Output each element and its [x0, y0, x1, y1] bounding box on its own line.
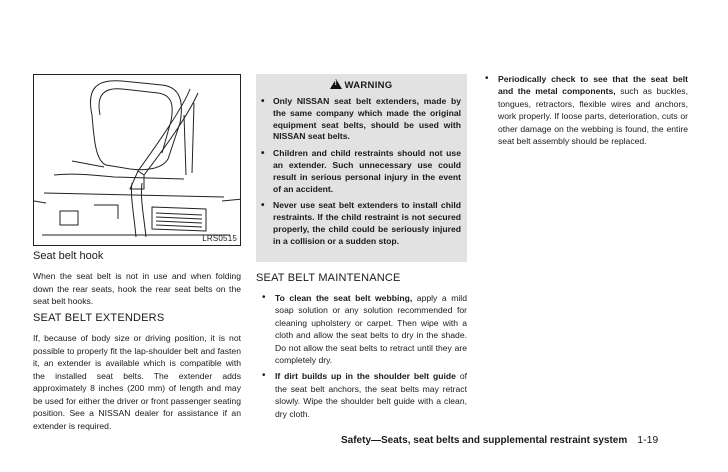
seat-belt-hook-illustration	[33, 74, 241, 246]
warning-icon	[330, 79, 342, 89]
extenders-heading: SEAT BELT EXTENDERS	[33, 312, 165, 324]
item-text: of the seat belt anchors, the seat belts may retract slowly. Wipe the shoulder belt guide with a clean, dry cloth.	[275, 371, 467, 419]
item-lead: To clean the seat belt webbing,	[275, 293, 413, 303]
footer-section-title: Safety—Seats, seat belts and supplemental restraint system	[341, 435, 628, 446]
page-number: 1-19	[637, 434, 659, 446]
warning-header	[256, 78, 467, 91]
figure-code: LRS0515	[202, 234, 237, 243]
maintenance-heading: SEAT BELT MAINTENANCE	[256, 272, 401, 284]
maintenance-list	[256, 292, 467, 424]
item-text: such as buckles, tongues, retractors, flexible wires and anchors, work properly. If loose parts, deterioration, cuts or other damage on the webbing is found, the entire seat belt assembly should be replaced.	[498, 86, 688, 147]
warning-title: WARNING	[344, 80, 393, 91]
hook-paragraph: When the seat belt is not in use and when folding down the rear seats, hook the rear seat belts on the seat belt hooks.	[33, 271, 241, 306]
item-lead: If dirt builds up in the shoulder belt guide	[275, 371, 456, 382]
list-item	[481, 73, 688, 147]
item-text: apply a mild soap solution or any solution recommended for cleaning upholstery or carpet. Then wipe with a cloth and allow the seat belts to dry in the shade. Do not allow the seat belts to retract until they are completely dry.	[275, 293, 467, 366]
list-item: • Never use seat belt extenders to install child restraints. If the child restraint is not secured properly, the child could be seriously injured in a collision or a sudden stop.	[256, 200, 467, 247]
warning-list	[256, 96, 467, 253]
list-item: • Only NISSAN seat belt extenders, made by the same company which made the original equipment seat belts, should be used with NISSAN seat belts.	[256, 96, 467, 143]
list-item	[256, 292, 467, 366]
seat-belt-hook-drawing	[34, 75, 241, 246]
extenders-paragraph: If, because of body size or driving position, it is not possible to properly fit the lap-shoulder belt and fasten it, an extender is available which is compatible with the installed seat belts. The extender adds approximately 8 inches (200 mm) of length and may be used for either the driver or front passenger seating position. See a NISSAN dealer for assistance if an extender is required.	[33, 333, 241, 431]
check-list	[481, 73, 688, 147]
page-footer	[341, 434, 658, 446]
warning-box	[256, 74, 467, 262]
list-item: • Children and child restraints should not use an extender. Such unnecessary use could result in serious personal injury in the event of an accident.	[256, 148, 467, 195]
figure-caption: Seat belt hook	[33, 250, 104, 262]
list-item	[256, 370, 467, 420]
item-lead: Periodically check to see that the seat belt and the metal components,	[498, 74, 688, 97]
